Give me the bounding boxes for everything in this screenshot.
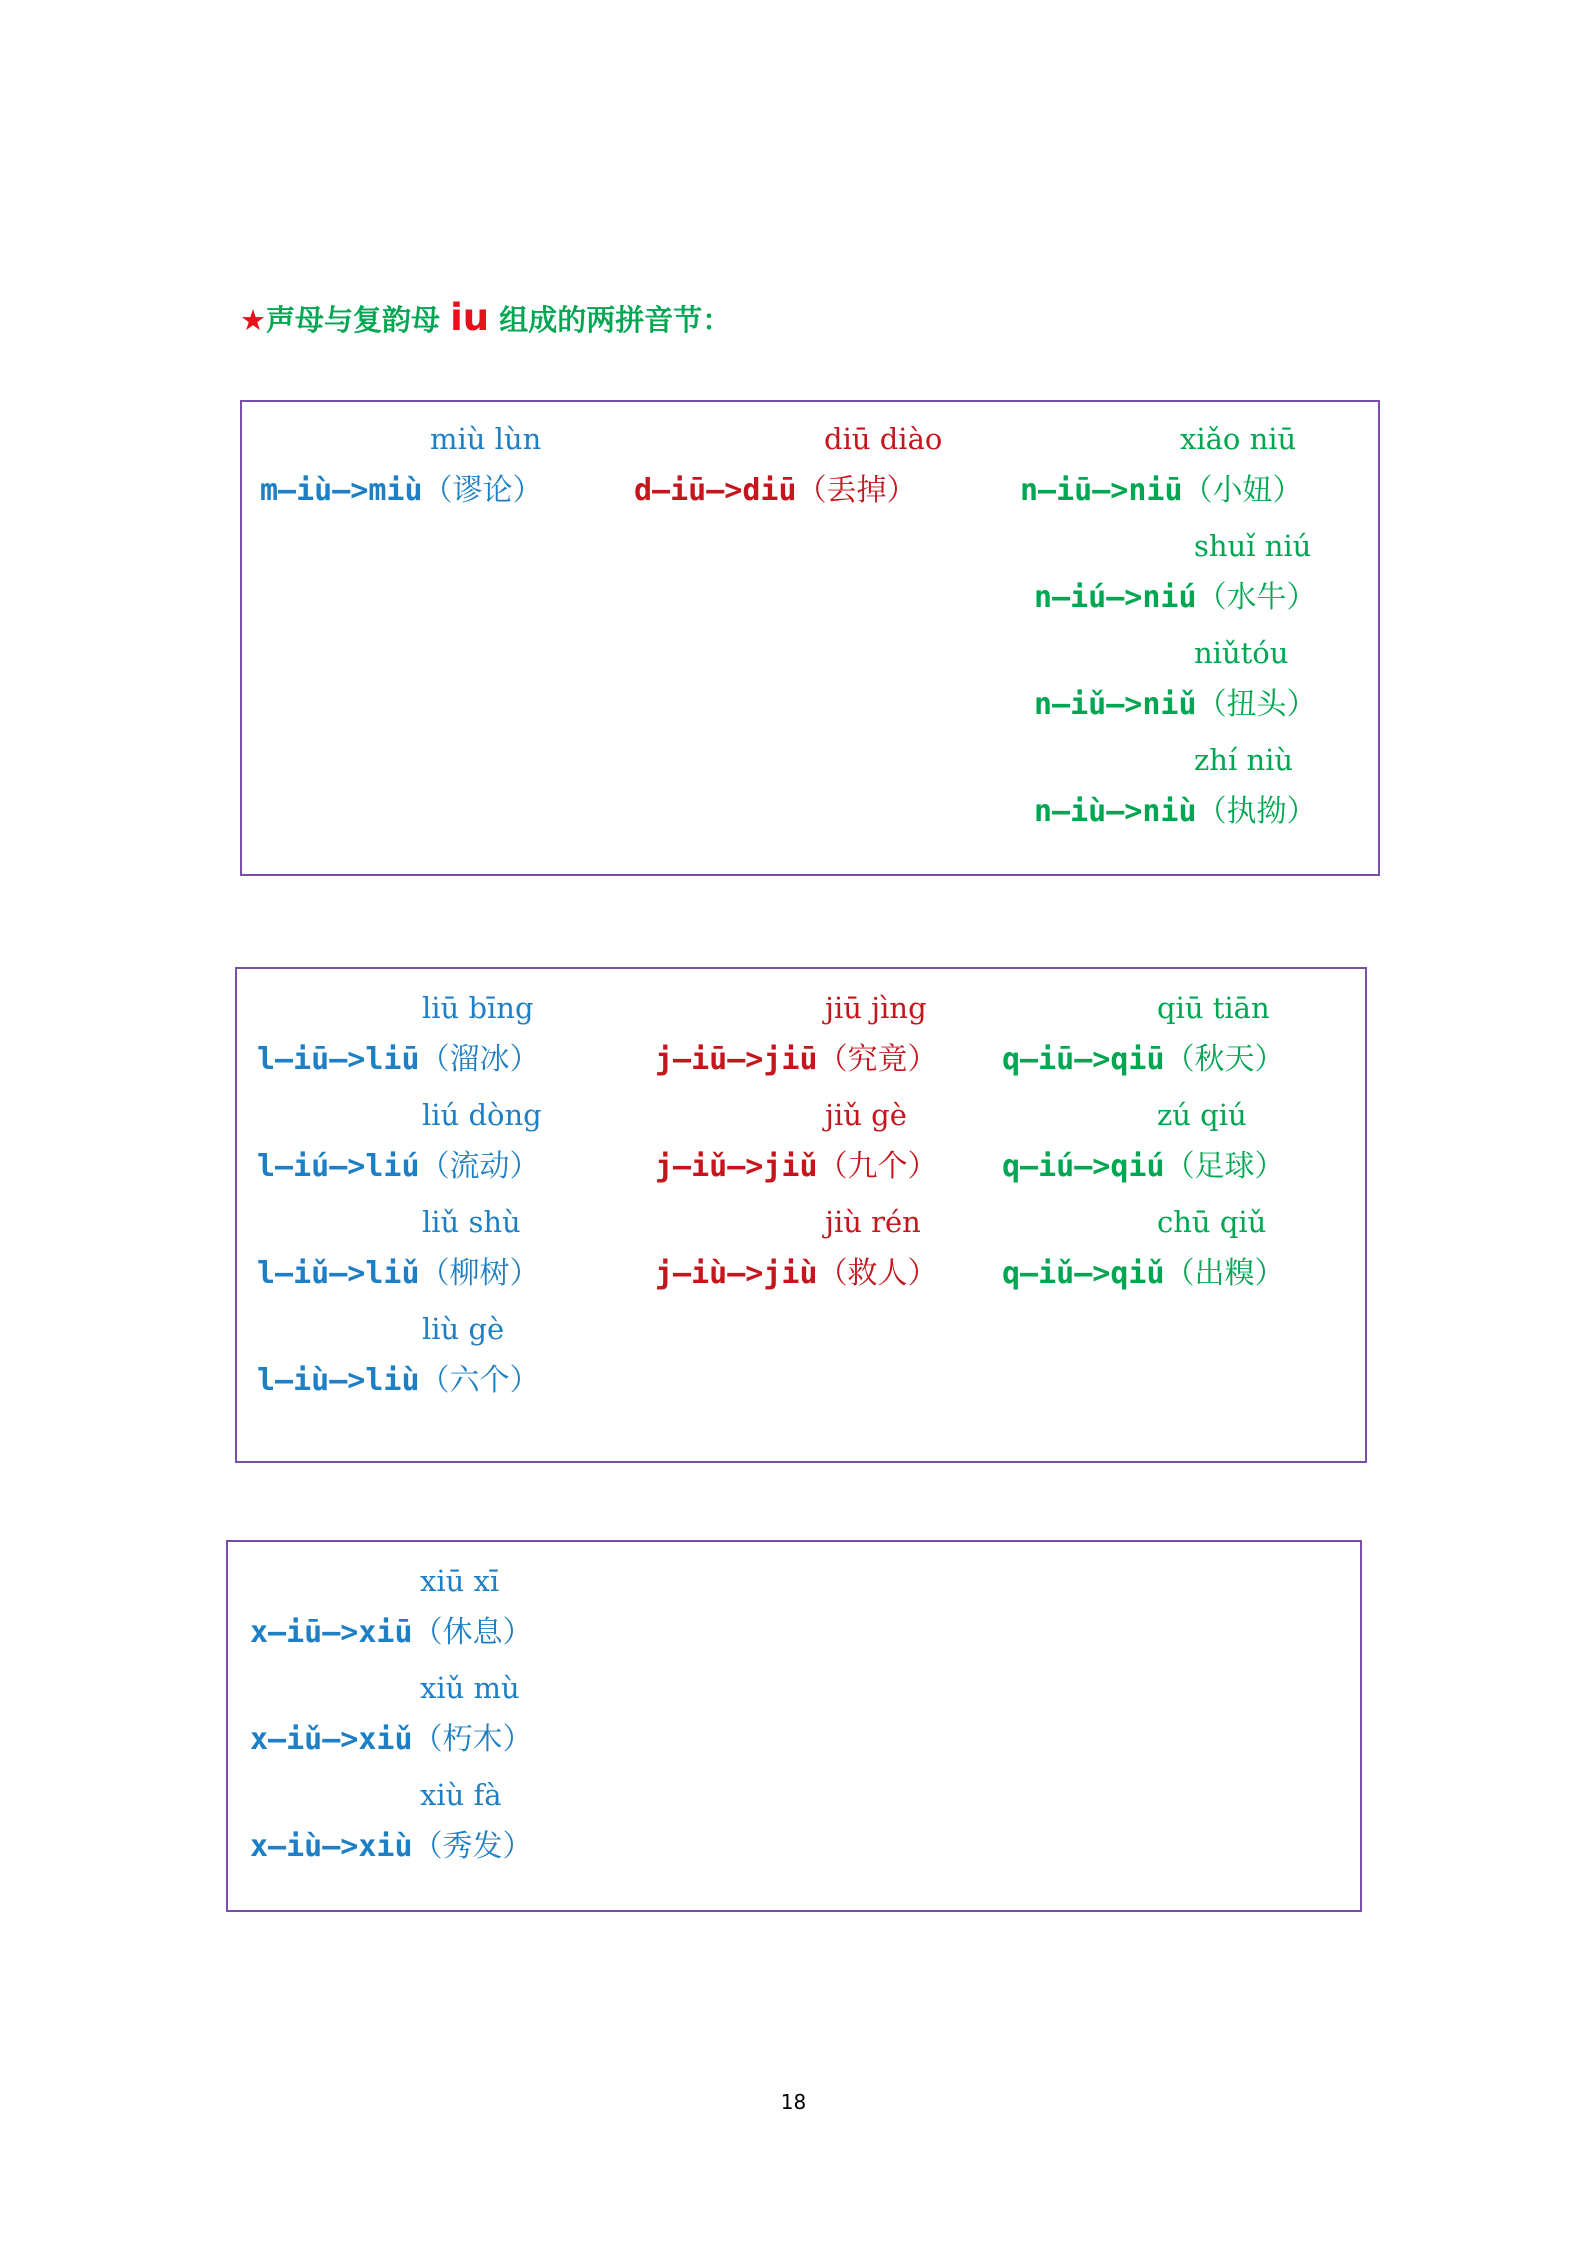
result-syllable: xiù bbox=[358, 1829, 413, 1864]
pinyin-annotation: liǔ shù bbox=[422, 1205, 521, 1239]
syllable-column bbox=[1020, 422, 1360, 850]
syllable-entry bbox=[257, 1098, 597, 1205]
formula-steps: q—iū—> bbox=[1002, 1042, 1111, 1077]
syllable-entry bbox=[655, 1205, 995, 1312]
result-syllable: niū bbox=[1128, 473, 1183, 508]
result-syllable: niǔ bbox=[1142, 687, 1197, 722]
pinyin-annotation: qiū tiān bbox=[1157, 991, 1270, 1025]
syllable-entry bbox=[1002, 1205, 1342, 1312]
formula-steps: d—iū—> bbox=[634, 473, 743, 508]
example-word: （朽木） bbox=[412, 1722, 533, 1757]
heading-text-before: 声母与复韵母 bbox=[266, 303, 451, 337]
example-word: （扭头） bbox=[1196, 687, 1317, 722]
syllable-entry bbox=[655, 991, 995, 1098]
heading-text-after: 组成的两拼音节： bbox=[489, 303, 732, 337]
spelling-formula bbox=[1002, 1256, 1285, 1292]
result-syllable: jiū bbox=[763, 1042, 818, 1077]
formula-steps: j—iū—> bbox=[655, 1042, 764, 1077]
syllable-entry bbox=[257, 1205, 597, 1312]
formula-steps: l—iù—> bbox=[257, 1363, 366, 1398]
syllable-column bbox=[250, 1564, 590, 1885]
spelling-formula bbox=[260, 473, 543, 509]
syllable-box bbox=[240, 400, 1380, 876]
spelling-formula bbox=[257, 1042, 540, 1078]
example-word: （六个） bbox=[419, 1363, 540, 1398]
result-syllable: liù bbox=[365, 1363, 420, 1398]
example-word: （足球） bbox=[1164, 1149, 1285, 1184]
syllable-column bbox=[257, 991, 597, 1419]
pinyin-annotation: xiū xī bbox=[420, 1564, 500, 1598]
syllable-box bbox=[226, 1540, 1362, 1912]
syllable-entry bbox=[655, 1098, 995, 1205]
spelling-formula bbox=[257, 1149, 540, 1185]
result-syllable: liú bbox=[365, 1149, 420, 1184]
formula-steps: n—iù—> bbox=[1034, 794, 1143, 829]
pinyin-annotation: jiǔ gè bbox=[825, 1098, 907, 1132]
spelling-formula bbox=[655, 1149, 938, 1185]
result-syllable: qiū bbox=[1110, 1042, 1165, 1077]
spelling-formula bbox=[1002, 1149, 1285, 1185]
result-syllable: jiù bbox=[763, 1256, 818, 1291]
formula-steps: q—iǔ—> bbox=[1002, 1256, 1111, 1291]
example-word: （溜冰） bbox=[419, 1042, 540, 1077]
syllable-column bbox=[260, 422, 600, 529]
pinyin-annotation: xiǎo niū bbox=[1180, 422, 1297, 456]
pinyin-annotation: zú qiú bbox=[1157, 1098, 1247, 1132]
example-word: （救人） bbox=[817, 1256, 938, 1291]
result-syllable: miù bbox=[368, 473, 423, 508]
spelling-formula bbox=[1002, 1042, 1285, 1078]
example-word: （丢掉） bbox=[796, 473, 917, 508]
syllable-column bbox=[634, 422, 974, 529]
example-word: （秋天） bbox=[1164, 1042, 1285, 1077]
example-word: （出糗） bbox=[1164, 1256, 1285, 1291]
pinyin-annotation: xiǔ mù bbox=[420, 1671, 520, 1705]
syllable-box bbox=[235, 967, 1367, 1463]
section-heading bbox=[240, 296, 731, 339]
example-word: （谬论） bbox=[422, 473, 543, 508]
result-syllable: liū bbox=[365, 1042, 420, 1077]
formula-steps: n—iū—> bbox=[1020, 473, 1129, 508]
spelling-formula bbox=[257, 1256, 540, 1292]
formula-steps: x—iǔ—> bbox=[250, 1722, 359, 1757]
pinyin-annotation: liù gè bbox=[422, 1312, 505, 1346]
syllable-entry bbox=[260, 422, 600, 529]
formula-steps: m—iù—> bbox=[260, 473, 369, 508]
result-syllable: diū bbox=[742, 473, 797, 508]
page-number: 18 bbox=[780, 2090, 807, 2114]
formula-steps: l—iú—> bbox=[257, 1149, 366, 1184]
example-word: （水牛） bbox=[1196, 580, 1317, 615]
formula-steps: x—iù—> bbox=[250, 1829, 359, 1864]
pinyin-annotation: jiū jìng bbox=[825, 991, 927, 1025]
spelling-formula bbox=[1034, 687, 1317, 723]
pinyin-annotation: jiù rén bbox=[825, 1205, 921, 1239]
syllable-entry bbox=[1002, 1098, 1342, 1205]
formula-steps: x—iū—> bbox=[250, 1615, 359, 1650]
spelling-formula bbox=[1034, 580, 1317, 616]
syllable-column bbox=[1002, 991, 1342, 1312]
spelling-formula bbox=[1034, 794, 1317, 830]
result-syllable: liǔ bbox=[365, 1256, 420, 1291]
example-word: （休息） bbox=[412, 1615, 533, 1650]
result-syllable: niù bbox=[1142, 794, 1197, 829]
formula-steps: l—iū—> bbox=[257, 1042, 366, 1077]
formula-steps: l—iǔ—> bbox=[257, 1256, 366, 1291]
example-word: （柳树） bbox=[419, 1256, 540, 1291]
result-syllable: qiú bbox=[1110, 1149, 1165, 1184]
pinyin-annotation: zhí niù bbox=[1194, 743, 1294, 777]
result-syllable: xiǔ bbox=[358, 1722, 413, 1757]
syllable-entry bbox=[634, 422, 974, 529]
example-word: （秀发） bbox=[412, 1829, 533, 1864]
spelling-formula bbox=[257, 1363, 540, 1399]
formula-steps: j—iù—> bbox=[655, 1256, 764, 1291]
spelling-formula bbox=[655, 1256, 938, 1292]
pinyin-annotation: liū bīng bbox=[422, 991, 534, 1025]
syllable-entry bbox=[250, 1564, 590, 1671]
result-syllable: niú bbox=[1142, 580, 1197, 615]
result-syllable: xiū bbox=[358, 1615, 413, 1650]
syllable-entry bbox=[257, 1312, 597, 1419]
spelling-formula bbox=[250, 1722, 533, 1758]
pinyin-annotation: niǔtóu bbox=[1194, 636, 1289, 670]
spelling-formula bbox=[250, 1829, 533, 1865]
pinyin-annotation: xiù fà bbox=[420, 1778, 502, 1812]
syllable-entry bbox=[1020, 636, 1360, 743]
result-syllable: jiǔ bbox=[763, 1149, 818, 1184]
syllable-entry bbox=[1020, 422, 1360, 529]
formula-steps: n—iú—> bbox=[1034, 580, 1143, 615]
pinyin-annotation: shuǐ niú bbox=[1194, 529, 1312, 563]
example-word: （九个） bbox=[817, 1149, 938, 1184]
spelling-formula bbox=[655, 1042, 938, 1078]
syllable-entry bbox=[1002, 991, 1342, 1098]
example-word: （流动） bbox=[419, 1149, 540, 1184]
syllable-entry bbox=[250, 1778, 590, 1885]
syllable-entry bbox=[1020, 743, 1360, 850]
star-icon: ★ bbox=[240, 303, 266, 337]
syllable-entry bbox=[1020, 529, 1360, 636]
heading-final-iu: iu bbox=[450, 296, 490, 339]
pinyin-annotation: miù lùn bbox=[430, 422, 542, 456]
spelling-formula bbox=[250, 1615, 533, 1651]
pinyin-annotation: liú dòng bbox=[422, 1098, 542, 1132]
syllable-entry bbox=[257, 991, 597, 1098]
result-syllable: qiǔ bbox=[1110, 1256, 1165, 1291]
example-word: （究竟） bbox=[817, 1042, 938, 1077]
spelling-formula bbox=[634, 473, 917, 509]
syllable-entry bbox=[250, 1671, 590, 1778]
spelling-formula bbox=[1020, 473, 1303, 509]
formula-steps: j—iǔ—> bbox=[655, 1149, 764, 1184]
pinyin-annotation: chū qiǔ bbox=[1157, 1205, 1267, 1239]
formula-steps: q—iú—> bbox=[1002, 1149, 1111, 1184]
syllable-column bbox=[655, 991, 995, 1312]
example-word: （小妞） bbox=[1182, 473, 1303, 508]
formula-steps: n—iǔ—> bbox=[1034, 687, 1143, 722]
example-word: （执拗） bbox=[1196, 794, 1317, 829]
pinyin-annotation: diū diào bbox=[824, 422, 943, 456]
